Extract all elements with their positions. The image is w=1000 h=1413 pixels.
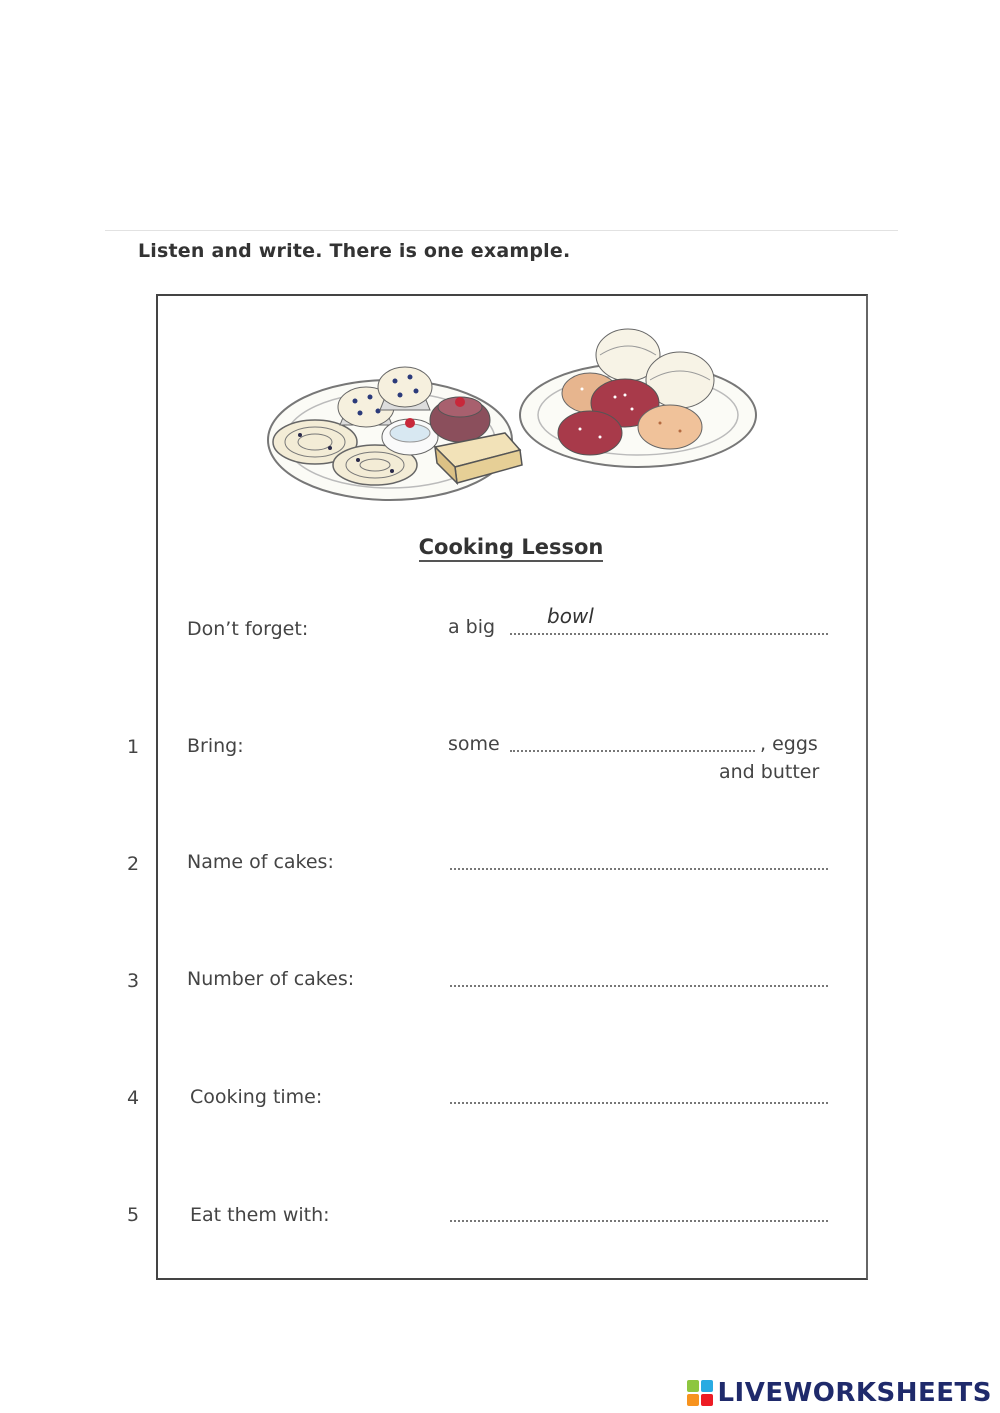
answer-line-3[interactable] — [450, 985, 828, 987]
instruction-text: Listen and write. There is one example. — [138, 240, 571, 262]
example-prefix: a big — [448, 616, 496, 638]
muffin-icon — [378, 367, 432, 410]
item-number: 4 — [127, 1087, 140, 1109]
example-answer: bowl — [547, 604, 594, 628]
top-divider — [105, 230, 898, 231]
item-prefix: some — [448, 733, 500, 755]
example-label: Don’t forget: — [187, 618, 309, 640]
example-answer-line — [510, 633, 828, 635]
item-label: Bring: — [187, 735, 244, 757]
worksheet-title: Cooking Lesson — [0, 535, 1000, 559]
item-label: Name of cakes: — [187, 851, 334, 873]
cakes-illustration — [260, 325, 760, 515]
item-label: Number of cakes: — [187, 968, 355, 990]
jam-cake-icon — [430, 397, 490, 442]
item-suffix: , eggs — [760, 733, 818, 755]
item-number: 5 — [127, 1204, 140, 1226]
answer-line-5[interactable] — [450, 1220, 828, 1222]
cookie-icon — [638, 405, 702, 449]
answer-line-1[interactable] — [510, 750, 755, 752]
liveworksheets-brand-text: LIVEWORKSHEETS — [717, 1378, 992, 1408]
answer-line-2[interactable] — [450, 868, 828, 870]
item-number: 3 — [127, 970, 140, 992]
item-number: 1 — [127, 736, 140, 758]
item-label: Eat them with: — [190, 1204, 330, 1226]
liveworksheets-logo — [687, 1378, 992, 1408]
item-number: 2 — [127, 853, 140, 875]
item-suffix-line-2: and butter — [719, 761, 820, 783]
item-label: Cooking time: — [190, 1086, 323, 1108]
liveworksheets-logo-icon — [687, 1380, 713, 1406]
cookie-icon — [558, 411, 622, 455]
answer-line-4[interactable] — [450, 1102, 828, 1104]
